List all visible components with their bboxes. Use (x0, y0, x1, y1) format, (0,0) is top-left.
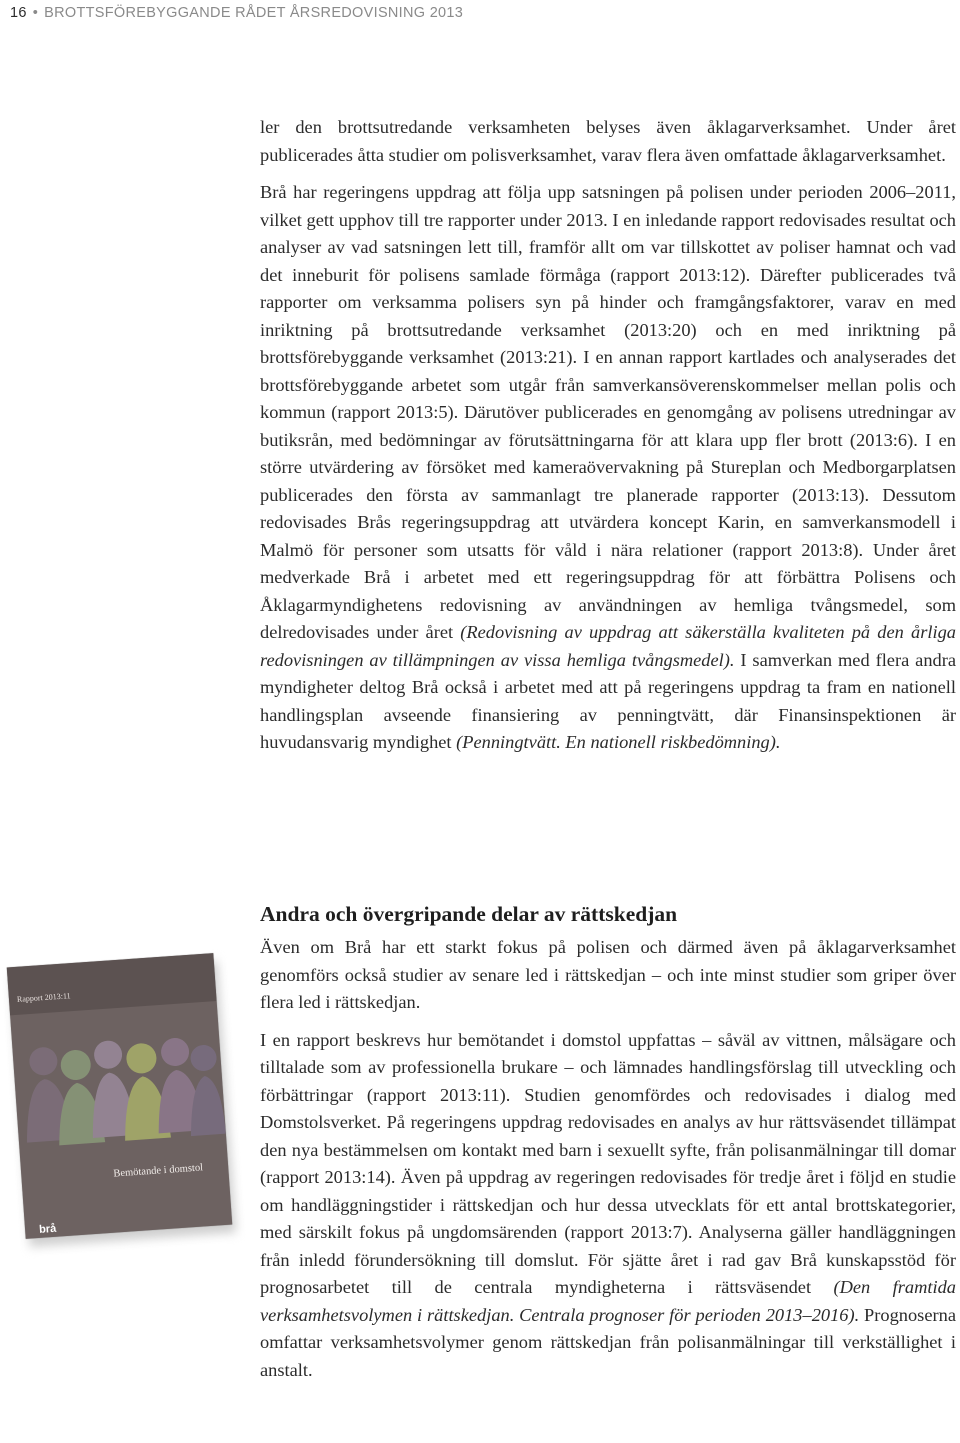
book-cover (7, 953, 232, 1239)
body-text-upper (260, 114, 956, 767)
header-separator: • (32, 5, 39, 21)
report-cover-image (6, 950, 256, 1250)
paragraph-3: Även om Brå har ett starkt fokus på polisen och därmed även på åklagarverksamhet genomförs också studier av senare led i rättskedjan – och inte minst studier som griper över flera led i rättskedjan. (260, 937, 956, 1012)
paragraph-2-text-b: I samverkan med flera andra myndigheter deltog Brå också i arbetet med att på regeringens uppdrag ta fram en nationell handlingsplan avseende finansiering av penningtvätt, där Finansinspektionen är huvudansvarig myndighet (260, 649, 956, 752)
cover-book-title: Bemötande i domstol (113, 1162, 204, 1180)
bra-logo: brå (38, 1222, 57, 1236)
paragraph-4-italic-1: (Den framtida verksamhetsvolymen i rättskedjan. Centrala prognoser för perioden 2013–2016). (260, 1277, 956, 1325)
paragraph-2-text-a: Brå har regeringens uppdrag att följa upp satsningen på polisen under perioden 2006–2011, vilket gett upphov till tre rapporter under 2013. I en inledande rapport redovisades resultat och analyser av vad satsningen lett till, framför allt om var tillskottet av poliser hamnat och vad det inneburit för polisens samlade förmåga (rapport 2013:12). Därefter publicerades två rapporter om verksamma polisers syn på hinder och framgångsfaktorer, varav en med inriktning på brottsutredande verksamhet (2013:20) och en med inriktning på brottsförebyggande verksamhet (2013:21). I en annan rapport kartlades och analyserades det brottsförebyggande arbetet som utgår från samverkansöverenskommelser mellan polis och kommun (rapport 2013:5). Därutöver publicerades en genomgång av polisens utredningar av butiksrån, med bedömningar av förutsättningarna för att klara upp fler brott (2013:6). I en större utvärdering av försöket med kameraövervakning på Stureplan och Medborgarplatsen publicerades den första av sammanlagt tre planerade rapporter (2013:13). Dessutom redovisades Brås regeringsuppdrag att utvärdera koncept Karin, en samverkansmodell i Malmö för personer som utsatts för våld i nära relationer (rapport 2013:8). Under året medverkade Brå i arbetet med ett regeringsuppdrag för att förbättra Polisens och Åklagarmyndighetens redovisning av användningen av hemliga tvångsmedel, som delredovisades under året (260, 182, 956, 642)
body-text-lower (260, 934, 956, 1394)
paragraph-4-text-b: Prognoserna omfattar verksamhetsvolymer genom rättskedjan från polisanmälningar till verkställighet i anstalt. (260, 1304, 956, 1380)
cover-report-label: Rapport 2013:11 (16, 991, 71, 1004)
paragraph-1: ler den brottsutredande verksamheten belyses även åklagarverksamhet. Under året publicerades åtta studier om polisverksamhet, varav flera även omfattade åklagarverksamhet. (260, 117, 956, 165)
paragraph-2-italic-1: (Redovisning av uppdrag att säkerställa kvaliteten på den årliga redovisningen av tillämpningen av vissa hemliga tvångsmedel). (260, 622, 956, 670)
page-number: 16 (10, 5, 27, 21)
cover-silhouettes-illustration (11, 1009, 228, 1173)
paragraph-4 (260, 1027, 956, 1385)
paragraph-2-italic-2: (Penningtvätt. En nationell riskbedömning). (456, 732, 781, 752)
section-heading: Andra och övergripande delar av rättskedjan (260, 902, 678, 926)
paragraph-4-text-a: I en rapport beskrevs hur bemötandet i domstol uppfattas – såväl av vittnen, målsägare och tilltalade som av professionella brukare – och lämnades handlingsförslag till utveckling och förbättringar (rapport 2013:11). Studien genomfördes och redovisades i dialog med Domstolsverket. På regeringens uppdrag redovisades en analys av hur rättsväsendet tillämpat den nya bestämmelsen om kontakt med barn i sexuellt syfte, från polisanmälningar till domar (rapport 2013:14). Även på uppdrag av regeringen redovisades för tredje året i följd en studie om handläggningstider i rättskedjan och hur dessa utvecklats för ett antal brottskategorier, med särskilt fokus på ungdomsärenden (rapport 2013:7). Analyserna gäller handläggningen från inledd förundersökning till domslut. För sjätte året i rad gav Brå kunskapsstöd för prognosarbetet till de centrala myndigheterna i rättsväsendet (260, 1029, 956, 1297)
running-header (10, 5, 610, 27)
cover-top-band (7, 953, 217, 1015)
running-title: BROTTSFÖREBYGGANDE RÅDET ÅRSREDOVISNING 2013 (44, 5, 464, 21)
paragraph-2 (260, 179, 956, 757)
